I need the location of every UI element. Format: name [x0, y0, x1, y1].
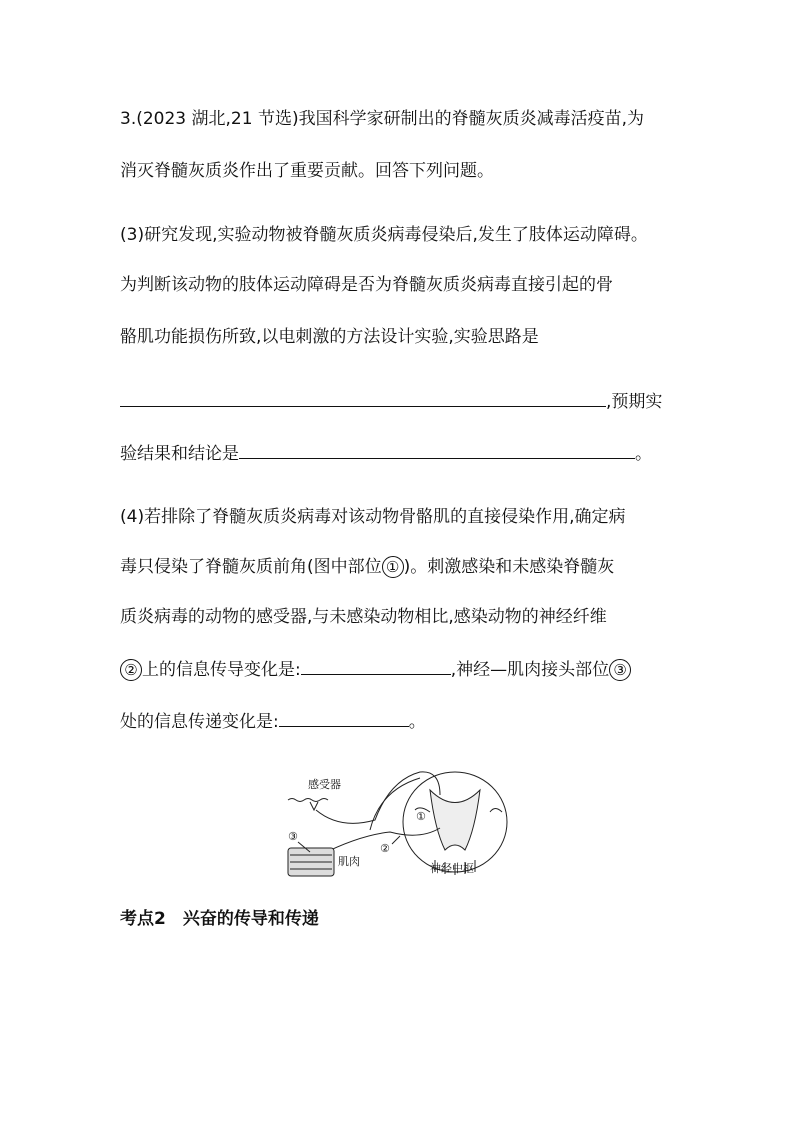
- figure-label-2: ②: [380, 842, 390, 855]
- part4-line-5-text: 处的信息传递变化是:: [120, 712, 279, 732]
- part3-line-1: (3)研究发现,实验动物被脊髓灰质炎病毒侵染后,发生了肢体运动障碍。: [120, 225, 648, 245]
- figure-label-muscle: 肌肉: [338, 855, 360, 868]
- part4-line-3: 质炎病毒的动物的感受器,与未感染动物相比,感染动物的神经纤维: [120, 607, 607, 627]
- marker-1: ①: [382, 556, 404, 578]
- part4-line-5-end: 。: [408, 712, 426, 732]
- part4-line-5: [120, 710, 426, 733]
- figure-label-1: ①: [416, 810, 426, 823]
- figure-label-receptor: 感受器: [308, 778, 341, 791]
- part4-line-2-text: 毒只侵染了脊髓灰质前角(图中部位: [120, 557, 382, 577]
- part4-line-4-after: ,神经—肌肉接头部位: [450, 660, 610, 680]
- answer-blank-expected-result[interactable]: [239, 442, 635, 459]
- muscle-diagram: [288, 848, 334, 876]
- part4-line-1: (4)若排除了脊髓灰质炎病毒对该动物骨骼肌的直接侵染作用,确定病: [120, 507, 626, 527]
- part4-line-2: [120, 556, 614, 578]
- answer-blank-conduction-change[interactable]: [301, 658, 451, 675]
- part3-line-5-end: 。: [635, 444, 652, 464]
- question-intro-line-2: 消灭脊髓灰质炎作出了重要贡献。回答下列问题。: [120, 161, 494, 181]
- part4-line-2-end: )。刺激感染和未感染脊髓灰: [403, 557, 615, 577]
- figure-label-3: ③: [288, 830, 298, 843]
- section-heading: 考点2 兴奋的传导和传递: [120, 909, 319, 929]
- marker-2: ②: [120, 659, 142, 681]
- figure-pointer-2: [392, 836, 400, 844]
- part3-line-3: 骼肌功能损伤所致,以电刺激的方法设计实验,实验思路是: [120, 327, 539, 347]
- figure-label-center: 神经中枢: [430, 862, 474, 875]
- part4-line-4-text: 上的信息传导变化是:: [142, 660, 301, 680]
- question-intro-line-1: [120, 108, 644, 130]
- question-number-source: 3.(2023 湖北,21 节选): [120, 109, 299, 129]
- reflex-arc-figure: [280, 760, 520, 885]
- part3-line-5-text: 验结果和结论是: [120, 444, 239, 464]
- part3-line-4-text: ,预期实: [606, 392, 663, 412]
- marker-3: ③: [609, 659, 631, 681]
- part3-line-5: [120, 442, 652, 465]
- question-intro-text-1: 我国科学家研制出的脊髓灰质炎减毒活疫苗,为: [298, 109, 644, 129]
- answer-blank-experiment-idea[interactable]: [120, 390, 606, 407]
- spinal-cord-diagram: [403, 772, 507, 875]
- part4-line-4: [120, 658, 631, 681]
- receptor-diagram: [288, 799, 328, 811]
- part3-line-4: [120, 390, 662, 413]
- nerve-bundle: [370, 778, 420, 830]
- part3-line-2: 为判断该动物的肢体运动障碍是否为脊髓灰质炎病毒直接引起的骨: [120, 275, 613, 295]
- answer-blank-transmission-change[interactable]: [279, 710, 409, 727]
